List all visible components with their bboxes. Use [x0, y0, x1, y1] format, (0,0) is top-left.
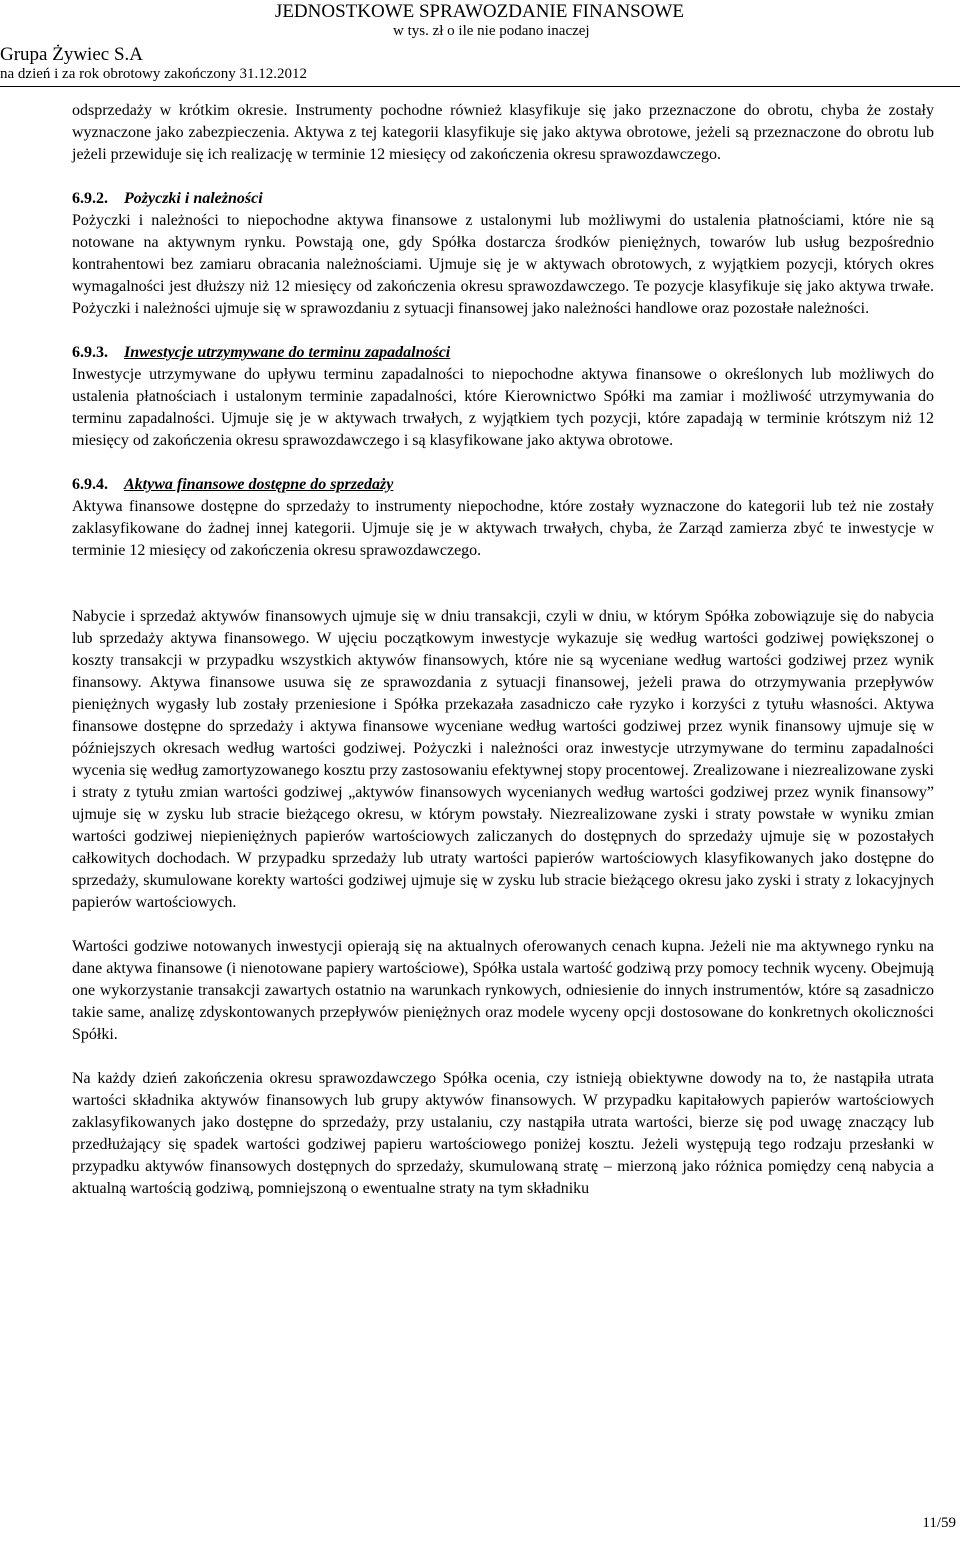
- reporting-period: na dzień i za rok obrotowy zakończony 31.12.2012: [0, 66, 307, 82]
- section-number: 6.9.2.: [72, 190, 108, 207]
- company-name: Grupa Żywiec S.A: [0, 44, 143, 65]
- section-number: 6.9.4.: [72, 476, 108, 493]
- header-divider: [0, 86, 960, 87]
- section-text: Aktywa finansowe dostępne do sprzedaży to instrumenty niepochodne, które zostały wyznaczone do kategorii lub też nie zostały zaklasyfikowane do żadnej innej kategorii. Ujmuje się je w aktywach trwałych, chyba, że Zarząd zamierza zbyć te inwestycje w terminie 12 miesięcy od zakończenia okresu sprawozdawczego.: [72, 498, 934, 559]
- section-title: Inwestycje utrzymywane do terminu zapadalności: [124, 344, 451, 361]
- section-title: Aktywa finansowe dostępne do sprzedaży: [124, 476, 394, 493]
- section-heading-6-9-2: [72, 188, 934, 210]
- acquisition-paragraph: Nabycie i sprzedaż aktywów finansowych ujmuje się w dniu transakcji, czyli w dniu, w którym Spółka zobowiązuje się do nabycia lub sprzedaży aktywa finansowego. W ujęciu początkowym inwestycje wykazuje się według wartości godziwej powiększonej o koszty transakcji w przypadku wszystkich aktywów finansowych, które nie są wyceniane według wartości godziwej przez wynik finansowy. Aktywa finansowe usuwa się ze sprawozdania z sytuacji finansowej, jeżeli prawa do otrzymywania przepływów pieniężnych wygasły lub zostały przeniesione i Spółka przekazała zasadniczo całe ryzyko i korzyści z tytułu własności. Aktywa finansowe dostępne do sprzedaży i aktywa finansowe wyceniane według wartości godziwej przez wynik finansowy ujmuje się w późniejszych okresach według wartości godziwej. Pożyczki i należności oraz inwestycje utrzymywane do terminu zapadalności wycenia się według zamortyzowanego kosztu przy zastosowaniu efektywnej stopy procentowej. Zrealizowane i niezrealizowane zyski i straty z tytułu zmian wartości godziwej „aktywów finansowych wycenianych według wartości godziwej przez wynik finansowy” ujmuje się w zysku lub stracie bieżącego okresu, w którym powstały. Niezrealizowane zyski i straty powstałe w wyniku zmian wartości godziwej niepieniężnych papierów wartościowych zaliczanych do dostępnych do sprzedaży ujmuje się w pozostałych całkowitych dochodach. W przypadku sprzedaży lub utraty wartości papierów wartościowych klasyfikowanych jako dostępne do sprzedaży, skumulowane korekty wartości godziwej ujmuje się w zysku lub stracie bieżącego okresu jako zyski i straty z lokacyjnych papierów wartościowych.: [72, 608, 934, 911]
- section-heading-6-9-3: [72, 342, 934, 364]
- impairment-paragraph: Na każdy dzień zakończenia okresu sprawozdawczego Spółka ocenia, czy istnieją obiektywne dowody na to, że nastąpiła utrata wartości składnika aktywów finansowych lub grupy aktywów finansowych. W przypadku kapitałowych papierów wartościowych zaklasyfikowanych jako dostępne do sprzedaży, przy ustalaniu, czy nastąpiła utrata wartości, bierze się pod uwagę znaczący lub przedłużający się spadek wartości godziwej papieru wartościowego poniżej kosztu. Jeżeli występują tego rodzaju przesłanki w przypadku aktywów finansowych dostępnych do sprzedaży, skumulowaną stratę – mierzoną jako różnica pomiędzy ceną nabycia a aktualną wartością godziwą, pomniejszoną o ewentualne straty na tym składniku: [72, 1070, 934, 1197]
- document-title: JEDNOSTKOWE SPRAWOZDANIE FINANSOWE: [274, 1, 684, 22]
- section-heading-6-9-4: [72, 474, 934, 496]
- unit-note: w tys. zł o ile nie podano inaczej: [393, 23, 590, 39]
- document-body: [72, 100, 934, 1200]
- section-title: Pożyczki i należności: [124, 190, 263, 207]
- section-text: Pożyczki i należności to niepochodne aktywa finansowe z ustalonymi lub możliwymi do ustalenia płatnościami, które nie są notowane na aktywnym rynku. Powstają one, gdy Spółka dostarcza środków pieniężnych, towarów lub usług bezpośrednio kontrahentowi bez zamiaru obracania należnościami. Ujmuje się je w aktywach obrotowych, z wyjątkiem pozycji, których okres wymagalności jest dłuższy niż 12 miesięcy od zakończenia okresu sprawozdawczego. Te pozycje klasyfikuje się jako aktywa trwałe. Pożyczki i należności ujmuje się w sprawozdaniu z sytuacji finansowej jako należności handlowe oraz pozostałe należności.: [72, 212, 934, 317]
- fair-value-paragraph: Wartości godziwe notowanych inwestycji opierają się na aktualnych oferowanych cenach kupna. Jeżeli nie ma aktywnego rynku na dane aktywa finansowe (i nienotowane papiery wartościowe), Spółka ustala wartość godziwą przy pomocy technik wyceny. Obejmują one wykorzystanie transakcji zawartych ostatnio na warunkach rynkowych, odniesienie do innych instrumentów, które są zasadniczo takie same, analizę zdyskontowanych przepływów pieniężnych oraz modele wyceny opcji dostosowane do konkretnych okoliczności Spółki.: [72, 938, 934, 1043]
- page-number: 11/59: [922, 1515, 956, 1531]
- intro-paragraph: odsprzedaży w krótkim okresie. Instrumenty pochodne również klasyfikuje się jako przeznaczone do obrotu, chyba że zostały wyznaczone jako zabezpieczenia. Aktywa z tej kategorii klasyfikuje się jako aktywa obrotowe, jeżeli są przeznaczone do obrotu lub jeżeli przewiduje się ich realizację w terminie 12 miesięcy od zakończenia okresu sprawozdawczego.: [72, 102, 934, 163]
- section-text: Inwestycje utrzymywane do upływu terminu zapadalności to niepochodne aktywa finansowe o określonych lub możliwych do ustalenia płatnościach i ustalonym terminie zapadalności, które Kierownictwo Spółki ma zamiar i możliwość utrzymywania do terminu zapadalności. Ujmuje się je w aktywach trwałych, z wyjątkiem tych pozycji, które zapadają w terminie krótszym niż 12 miesięcy od zakończenia okresu sprawozdawczego i są klasyfikowane jako aktywa obrotowe.: [72, 366, 934, 449]
- section-number: 6.9.3.: [72, 344, 108, 361]
